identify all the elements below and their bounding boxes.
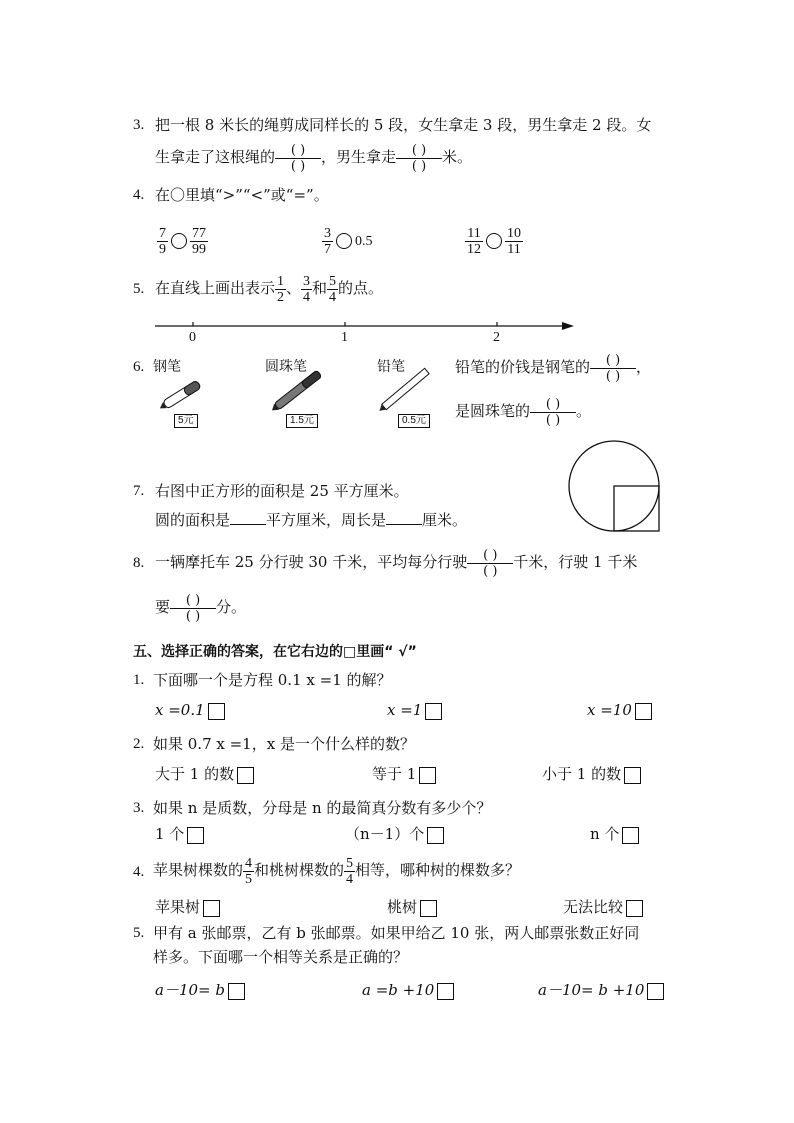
s5-q3-number: 3. — [133, 800, 145, 816]
q8-line1 — [155, 543, 637, 581]
s5-q1-text: 下面哪一个是方程 0.1 x =1 的解？ — [153, 671, 392, 689]
fraction — [327, 274, 338, 305]
denominator: 12 — [467, 241, 481, 257]
s5-q2-option-2[interactable] — [372, 763, 436, 785]
numerator: 1 — [277, 273, 285, 289]
option-label: 等于 1 — [372, 765, 417, 783]
blank-top: ( ) — [275, 143, 321, 159]
s5-q5-line1: 甲有 a 张邮票，乙有 b 张邮票。如果甲给乙 10 张，两人邮票张数正好同 — [153, 924, 640, 942]
numerator: 7 — [159, 225, 166, 241]
q5-number: 5. — [133, 281, 145, 297]
denominator: 9 — [159, 241, 166, 257]
q6-text1: 铅笔的价钱是钢笔的 — [455, 358, 591, 376]
answer-checkbox[interactable] — [187, 827, 204, 844]
q7-line2-c: 厘米。 — [422, 511, 468, 529]
q3-line2 — [155, 140, 472, 174]
numerator: 11 — [465, 226, 483, 242]
s5-q3-option-3[interactable] — [590, 823, 639, 845]
fountain-pen-icon — [155, 372, 215, 412]
q6-number: 6. — [133, 359, 145, 375]
numerator: 4 — [245, 855, 253, 871]
numerator: 5 — [329, 273, 337, 289]
number-line[interactable] — [150, 316, 580, 336]
q3-line2-b: ，男生拿走 — [321, 148, 397, 166]
q3-number: 3. — [133, 117, 145, 133]
blank-bottom: ( ) — [605, 368, 621, 384]
q7-line2-a: 圆的面积是 — [155, 511, 231, 529]
option-label: a =b +10 — [362, 981, 435, 999]
ballpoint-pen-icon — [265, 368, 331, 412]
answer-checkbox[interactable] — [624, 767, 641, 784]
circle-square-figure — [566, 438, 664, 536]
q6-text2: 是圆珠笔的 — [455, 402, 531, 420]
q4-item-2 — [322, 222, 373, 260]
arrow-icon — [562, 322, 574, 330]
blank-top: ( ) — [396, 143, 442, 159]
blank-top: ( ) — [590, 353, 636, 369]
blank-bottom: ( ) — [185, 608, 201, 624]
q7-line2-b: 平方厘米，周长是 — [266, 511, 387, 529]
answer-checkbox[interactable] — [626, 900, 643, 917]
q8-number: 8. — [133, 555, 145, 571]
numerator: 5 — [346, 855, 354, 871]
q4-text: 在〇里填“>”“<”或“=”。 — [155, 186, 329, 204]
option-label: 苹果树 — [155, 898, 201, 916]
answer-checkbox[interactable] — [419, 767, 436, 784]
tick-label-0: 0 — [189, 330, 196, 345]
q7-line1: 右图中正方形的面积是 25 平方厘米。 — [155, 482, 409, 500]
q6-line2 — [455, 392, 591, 430]
denominator: 2 — [277, 289, 285, 305]
q4-item-1 — [157, 222, 208, 258]
fraction — [344, 856, 355, 887]
fraction — [190, 226, 208, 257]
fraction — [243, 856, 254, 887]
s5-q3-option-2[interactable] — [345, 823, 444, 845]
q8-line2-a: 要 — [155, 598, 171, 616]
q6-blank-fraction-2[interactable] — [530, 397, 576, 428]
pencil-icon — [372, 366, 438, 414]
q5-separator: 和 — [312, 279, 328, 297]
compare-value: 0.5 — [355, 234, 373, 249]
numerator: 10 — [507, 225, 521, 241]
answer-checkbox[interactable] — [635, 703, 652, 720]
q6-line1 — [455, 348, 651, 386]
option-label: x =10 — [587, 701, 632, 719]
option-label: 大于 1 的数 — [155, 765, 235, 783]
answer-checkbox[interactable] — [420, 900, 437, 917]
blank-top: ( ) — [170, 593, 216, 609]
q3-blank-fraction-2[interactable] — [396, 143, 442, 174]
option-label: a－10= b +10 — [538, 981, 645, 999]
q6-text1-end: ， — [636, 358, 652, 376]
blank-top: ( ) — [530, 397, 576, 413]
numerator: 77 — [192, 225, 206, 241]
q5-text-b: 的点。 — [338, 279, 384, 297]
s5-q4-option-3[interactable] — [563, 896, 643, 918]
q8-blank-fraction-2[interactable] — [170, 593, 216, 624]
s5-q1-option-2[interactable] — [387, 699, 442, 721]
s5-q4-text — [153, 851, 520, 889]
s5-q2-number: 2. — [133, 736, 145, 752]
s5-q4-option-1[interactable] — [155, 896, 220, 918]
option-label: （n－1）个 — [345, 825, 425, 843]
s5-q4-option-2[interactable] — [387, 896, 437, 918]
s5-q1-number: 1. — [133, 672, 145, 688]
q5-separator: 、 — [286, 279, 302, 297]
q5-text — [155, 269, 383, 307]
s5-q3-text: 如果 n 是质数，分母是 n 的最简真分数有多少个？ — [153, 799, 492, 817]
s5-q5-option-3[interactable] — [538, 979, 664, 1001]
q3-line2-c: 米。 — [442, 148, 473, 166]
denominator: 5 — [245, 871, 253, 887]
answer-checkbox[interactable] — [437, 983, 454, 1000]
q6-text2-end: 。 — [576, 402, 592, 420]
answer-checkbox[interactable] — [427, 827, 444, 844]
q7-answer-blank-circumference[interactable] — [386, 508, 422, 525]
denominator: 4 — [329, 289, 337, 305]
denominator: 4 — [303, 289, 311, 305]
q8-line2-b: 分。 — [216, 598, 247, 616]
q5-text-a: 在直线上画出表示 — [155, 279, 276, 297]
fraction — [275, 274, 286, 305]
blank-bottom: ( ) — [545, 412, 561, 428]
blank-top: ( ) — [467, 548, 513, 564]
answer-checkbox[interactable] — [237, 767, 254, 784]
q7-line2 — [155, 508, 467, 531]
denominator: 4 — [346, 871, 354, 887]
q3-blank-fraction-1[interactable] — [275, 143, 321, 174]
q8-blank-fraction-1[interactable] — [467, 548, 513, 579]
s5-q4-text-b: 和桃树棵数的 — [254, 861, 345, 879]
option-label: x =0.1 — [155, 701, 205, 719]
fraction — [465, 226, 483, 257]
option-label: 小于 1 的数 — [542, 765, 622, 783]
fraction — [157, 226, 168, 257]
option-label: n 个 — [590, 825, 620, 843]
answer-checkbox[interactable] — [647, 983, 664, 1000]
section-5-title: 五、选择正确的答案，在它右边的□里画“ √” — [133, 644, 417, 660]
ballpen-label: 圆珠笔 — [265, 359, 307, 375]
ballpen-price-tag: 1.5元 — [286, 414, 318, 428]
fraction — [322, 226, 333, 257]
pen-label: 钢笔 — [153, 359, 181, 375]
tick-label-2: 2 — [493, 330, 500, 345]
option-label: 1 个 — [155, 825, 185, 843]
s5-q3-option-1[interactable] — [155, 823, 204, 845]
s5-q1-option-3[interactable] — [587, 699, 652, 721]
answer-checkbox[interactable] — [203, 900, 220, 917]
numerator: 3 — [303, 273, 311, 289]
s5-q2-option-3[interactable] — [542, 763, 641, 785]
s5-q4-number: 4. — [133, 864, 145, 880]
blank-bottom: ( ) — [411, 158, 427, 174]
q8-line2 — [155, 588, 246, 626]
blank-bottom: ( ) — [483, 563, 498, 579]
pen-price-tag: 5元 — [174, 414, 198, 428]
answer-checkbox[interactable] — [228, 983, 245, 1000]
fraction — [301, 274, 312, 305]
option-label: 桃树 — [387, 898, 418, 916]
numerator: 3 — [324, 225, 331, 241]
tick-label-1: 1 — [341, 330, 348, 345]
q8-line1-a: 一辆摩托车 25 分行驶 30 千米，平均每分行驶 — [155, 553, 468, 571]
compare-circle[interactable] — [486, 233, 502, 249]
answer-checkbox[interactable] — [622, 827, 639, 844]
q3-line1: 把一根 8 米长的绳剪成同样长的 5 段，女生拿走 3 段，男生拿走 2 段。女 — [155, 116, 652, 134]
s5-q5-number: 5. — [133, 925, 145, 941]
denominator: 99 — [192, 241, 206, 257]
fraction — [505, 226, 523, 257]
compare-circle[interactable] — [171, 233, 187, 249]
compare-circle[interactable] — [336, 233, 352, 249]
s5-q2-text: 如果 0.7 x =1，x 是一个什么样的数？ — [153, 735, 415, 753]
q6-blank-fraction-1[interactable] — [590, 353, 636, 384]
denominator: 11 — [507, 241, 521, 257]
s5-q2-option-1[interactable] — [155, 763, 254, 785]
denominator: 7 — [324, 241, 331, 257]
s5-q4-text-c: 相等，哪种树的棵数多？ — [355, 861, 521, 879]
answer-checkbox[interactable] — [425, 703, 442, 720]
option-label: 无法比较 — [563, 898, 624, 916]
q4-number: 4. — [133, 187, 145, 203]
q8-line1-b: 千米，行驶 1 千米 — [513, 553, 638, 571]
q4-item-3 — [465, 222, 523, 258]
q7-number: 7. — [133, 483, 145, 499]
option-label: a－10= b — [155, 981, 225, 999]
s5-q5-line2: 样多。下面哪一个相等关系是正确的？ — [153, 948, 409, 966]
answer-checkbox[interactable] — [208, 703, 225, 720]
q3-line2-a: 生拿走了这根绳的 — [155, 148, 276, 166]
q7-answer-blank-area[interactable] — [230, 508, 266, 525]
s5-q4-text-a: 苹果树棵数的 — [153, 861, 244, 879]
pencil-label: 铅笔 — [377, 359, 405, 375]
s5-q5-option-1[interactable] — [155, 979, 245, 1001]
option-label: x =1 — [387, 701, 423, 719]
blank-bottom: ( ) — [290, 158, 306, 174]
pencil-price-tag: 0.5元 — [398, 414, 430, 428]
s5-q1-option-1[interactable] — [155, 699, 225, 721]
s5-q5-option-2[interactable] — [362, 979, 454, 1001]
